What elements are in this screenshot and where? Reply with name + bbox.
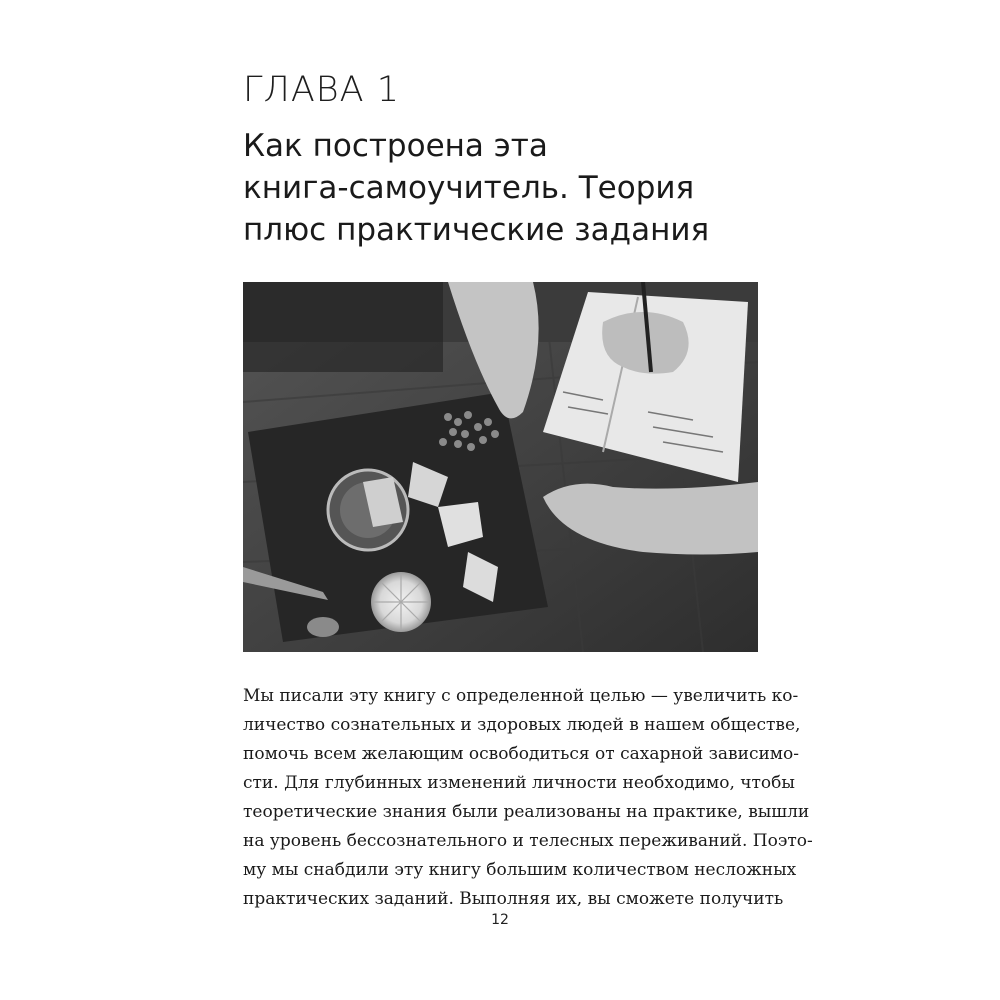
- body-paragraph: [243, 682, 813, 914]
- body-line: помочь всем желающим освободиться от сахарной зависимо-: [243, 744, 800, 764]
- chapter-title-line: Как построена эта: [243, 128, 548, 164]
- chapter-title-line: плюс практические задания: [243, 212, 710, 248]
- body-line: личество сознательных и здоровых людей в нашем обществе,: [243, 715, 801, 735]
- photo-hands-notebook-lemons-icon: [243, 282, 758, 652]
- body-line: на уровень бессознательного и телесных переживаний. Поэто-: [243, 831, 813, 851]
- chapter-photo: [243, 282, 758, 652]
- body-line: му мы снабдили эту книгу большим количеством несложных: [243, 860, 797, 880]
- body-line: сти. Для глубинных изменений личности необходимо, чтобы: [243, 773, 795, 793]
- body-line: практических заданий. Выполняя их, вы сможете получить: [243, 889, 784, 909]
- chapter-title-line: книга-самоучитель. Теория: [243, 170, 695, 206]
- chapter-title: [243, 125, 763, 251]
- body-line: Мы писали эту книгу с определенной целью — увеличить ко-: [243, 686, 799, 706]
- spoon: [307, 617, 339, 637]
- page-number: 12: [491, 912, 509, 928]
- chapter-label: ГЛАВА 1: [243, 70, 401, 110]
- body-line: теоретические знания были реализованы на практике, вышли: [243, 802, 810, 822]
